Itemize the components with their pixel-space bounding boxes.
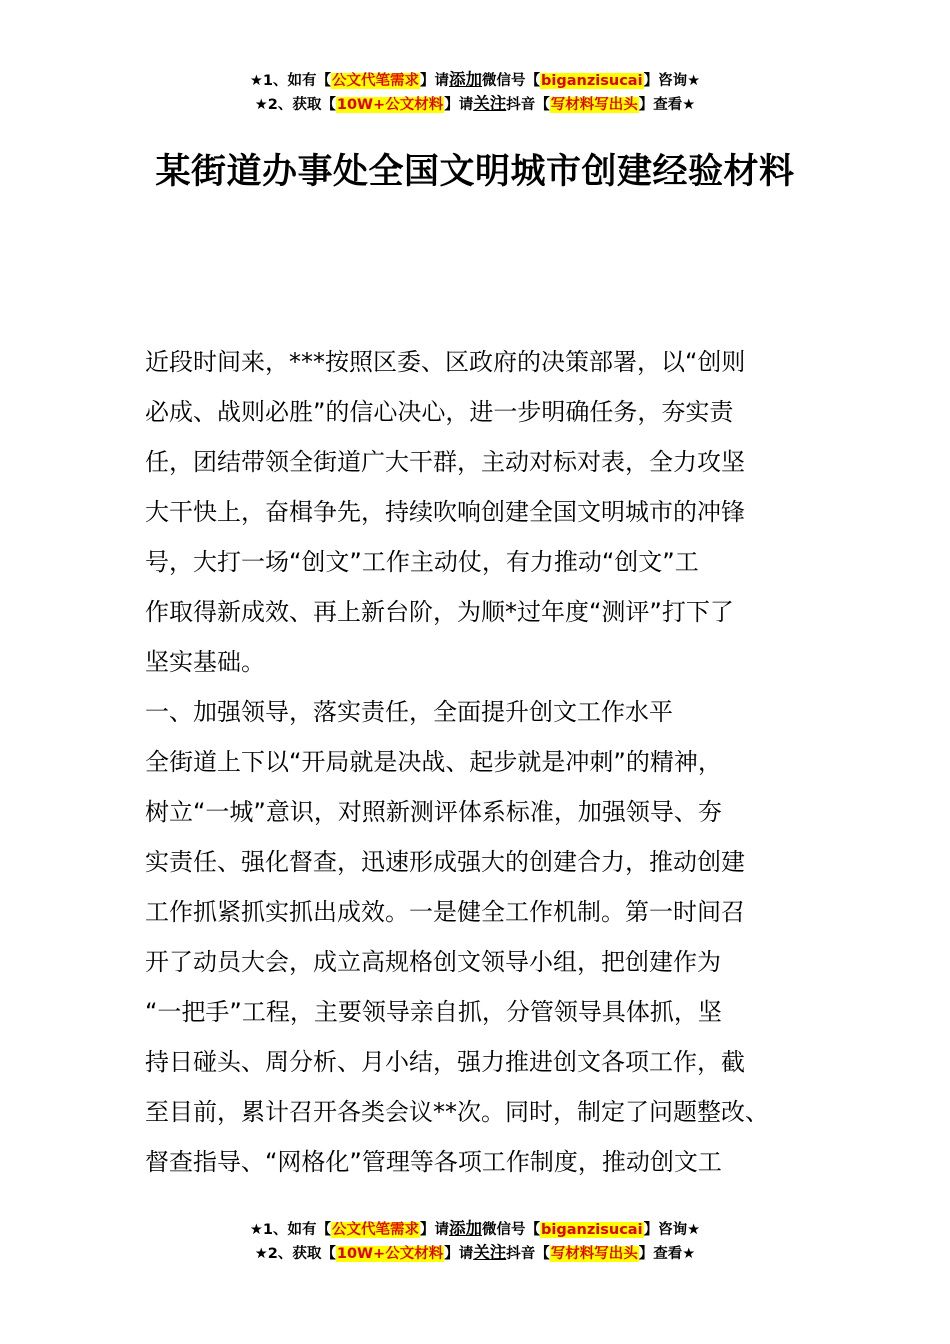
- promo-text: 抖音【: [506, 97, 550, 113]
- footer-promo-banner: [0, 1217, 950, 1265]
- promo-text: 】请: [444, 97, 474, 113]
- promo-text: 】查看★: [638, 1246, 696, 1262]
- promo-text: ★2、获取【: [254, 1246, 336, 1262]
- promo-highlight: 10W+公文材料: [336, 1246, 444, 1262]
- promo-text: 】请: [420, 73, 450, 89]
- promo-line-1: [0, 68, 950, 92]
- body-line: 督查指导、“网格化”管理等各项工作制度，推动创文工: [145, 1148, 722, 1176]
- promo-text: ★1、如有【: [249, 73, 332, 89]
- body-line: 近段时间来，***按照区委、区政府的决策部署，以“创则: [145, 348, 746, 376]
- promo-text: 微信号【: [482, 73, 541, 89]
- header-promo-banner: [0, 68, 950, 116]
- promo-text: ★2、获取【: [254, 97, 336, 113]
- promo-text: 】查看★: [638, 97, 696, 113]
- body-line: 工作抓紧抓实抓出成效。一是健全工作机制。第一时间召: [145, 898, 745, 926]
- body-line: 任，团结带领全街道广大干群，主动对标对表，全力攻坚: [145, 448, 745, 476]
- promo-wechat-id: biganzisucai: [541, 1222, 643, 1238]
- section-heading: 一、加强领导，落实责任，全面提升创文工作水平: [145, 698, 673, 726]
- body-line: 开了动员大会，成立高规格创文领导小组，把创建作为: [145, 948, 721, 976]
- promo-wechat-id: biganzisucai: [541, 73, 643, 89]
- promo-text: 】请: [420, 1222, 450, 1238]
- promo-line-1: [0, 1217, 950, 1241]
- promo-emphasis: 添加: [449, 70, 483, 89]
- promo-text: 】请: [444, 1246, 474, 1262]
- promo-emphasis: 添加: [449, 1219, 483, 1238]
- promo-douyin-id: 写材料写出头: [550, 97, 638, 113]
- body-line: 持日碰头、周分析、月小结，强力推进创文各项工作，截: [145, 1048, 745, 1076]
- promo-douyin-id: 写材料写出头: [550, 1246, 638, 1262]
- body-line: 全街道上下以“开局就是决战、起步就是冲刺”的精神，: [145, 748, 722, 776]
- promo-line-2: [0, 92, 950, 116]
- body-line: 号，大打一场“创文”工作主动仗，有力推动“创文”工: [145, 548, 699, 576]
- promo-text: 微信号【: [482, 1222, 541, 1238]
- body-line: 大干快上，奋楫争先，持续吹响创建全国文明城市的冲锋: [145, 498, 745, 526]
- body-line: 作取得新成效、再上新台阶，为顺*过年度“测评”打下了: [145, 598, 734, 626]
- document-title: 某街道办事处全国文明城市创建经验材料: [155, 152, 795, 192]
- promo-highlight: 公文代笔需求: [332, 1222, 420, 1238]
- body-line: 至目前，累计召开各类会议**次。同时，制定了问题整改、: [145, 1098, 769, 1126]
- document-body: [145, 337, 815, 1187]
- promo-text: 抖音【: [506, 1246, 550, 1262]
- body-line: 必成、战则必胜”的信心决心，进一步明确任务，夯实责: [145, 398, 734, 426]
- promo-line-2: [0, 1241, 950, 1265]
- body-line: “一把手”工程，主要领导亲自抓，分管领导具体抓，坚: [145, 998, 722, 1026]
- promo-emphasis: 关注: [473, 1243, 507, 1262]
- promo-emphasis: 关注: [473, 94, 507, 113]
- promo-text: 】咨询★: [643, 1222, 701, 1238]
- promo-text: 】咨询★: [643, 73, 701, 89]
- promo-highlight: 10W+公文材料: [336, 97, 444, 113]
- body-line: 实责任、强化督查，迅速形成强大的创建合力，推动创建: [145, 848, 745, 876]
- promo-highlight: 公文代笔需求: [332, 73, 420, 89]
- body-line: 树立“一城”意识，对照新测评体系标准，加强领导、夯: [145, 798, 722, 826]
- promo-text: ★1、如有【: [249, 1222, 332, 1238]
- body-line: 坚实基础。: [145, 648, 265, 676]
